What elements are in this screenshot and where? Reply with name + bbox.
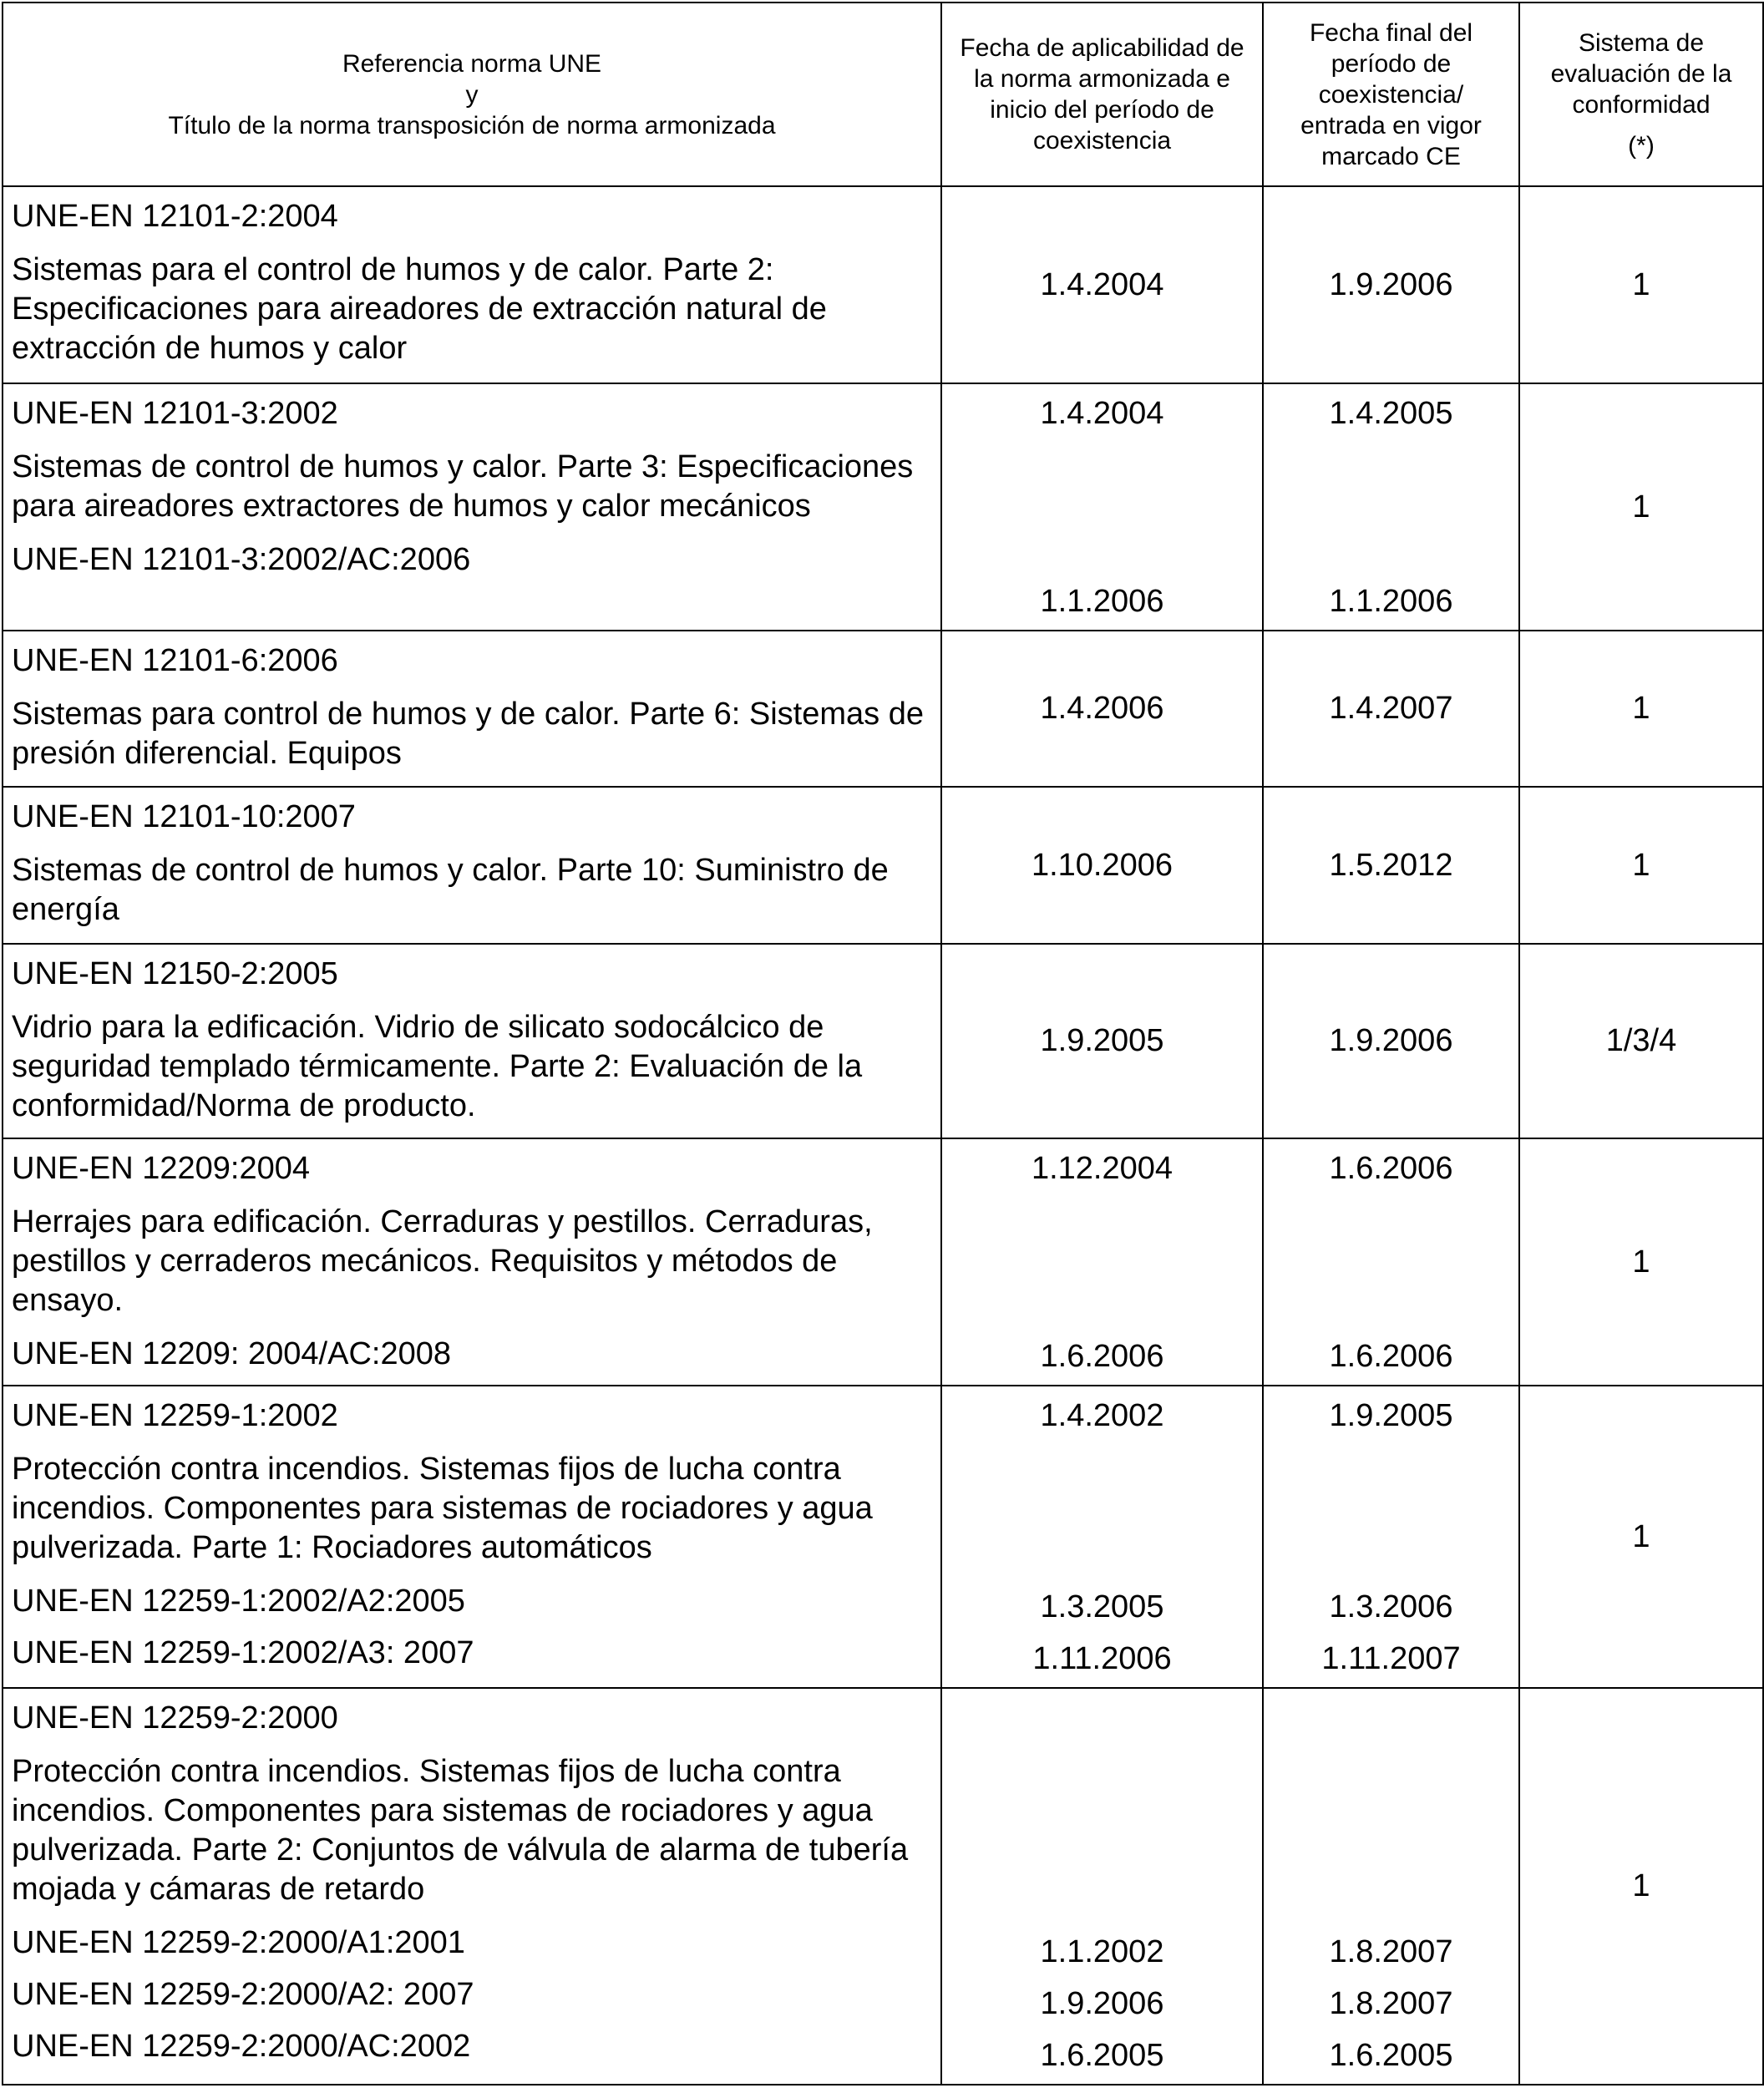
conformity-system: 1 (1519, 1138, 1763, 1386)
table-row (3, 383, 1763, 631)
table-header-row (3, 3, 1763, 186)
conformity-system: 1 (1519, 631, 1763, 787)
conformity-system: 1 (1519, 186, 1763, 383)
coexistence-end-date: 1.8.2007 1.8.2007 1.6.2005 (1263, 1688, 1519, 2085)
conformity-system: 1/3/4 (1519, 944, 1763, 1138)
standard-cell: UNE-EN 12101-2:2004 Sistemas para el control de humos y de calor. Parte 2: Especificaciones para aireadores de extracción natural de extracción de humos y calor (3, 186, 941, 383)
table-row (3, 1386, 1763, 1688)
conformity-system: 1 (1519, 383, 1763, 631)
header-conformity-system: Sistema de evaluación de la conformidad (*) (1519, 3, 1763, 186)
applicability-date: 1.1.2002 1.9.2006 1.6.2005 (941, 1688, 1263, 2085)
table-row (3, 944, 1763, 1138)
standard-cell: UNE-EN 12150-2:2005 Vidrio para la edificación. Vidrio de silicato sodocálcico de seguridad templado térmicamente. Parte 2: Evaluación de la conformidad/Norma de producto. (3, 944, 941, 1138)
standards-table (2, 2, 1764, 2085)
coexistence-end-date: 1.4.2007 (1263, 631, 1519, 787)
standard-cell: UNE-EN 12209:2004 Herrajes para edificación. Cerraduras y pestillos. Cerraduras, pestillos y cerraderos mecánicos. Requisitos y métodos de ensayo. UNE-EN 12209: 2004/AC:2008 (3, 1138, 941, 1386)
header-applicability-date: Fecha de aplicabilidad de la norma armonizada e inicio del período de coexistencia (941, 3, 1263, 186)
conformity-system: 1 (1519, 1386, 1763, 1688)
coexistence-end-date: 1.9.2006 (1263, 944, 1519, 1138)
standard-cell: UNE-EN 12101-6:2006 Sistemas para control de humos y de calor. Parte 6: Sistemas de presión diferencial. Equipos (3, 631, 941, 787)
applicability-date: 1.4.2004 1.1.2006 (941, 383, 1263, 631)
conformity-system: 1 (1519, 787, 1763, 944)
standard-cell: UNE-EN 12259-1:2002 Protección contra incendios. Sistemas fijos de lucha contra incendios. Componentes para sistemas de rociadores y agua pulverizada. Parte 1: Rociadores automáticos UNE-EN 12259-1:2002/A2:2005 UNE-EN 12259-1:2002/A3: 2007 (3, 1386, 941, 1688)
table-row (3, 186, 1763, 383)
coexistence-end-date: 1.9.2005 1.3.2006 1.11.2007 (1263, 1386, 1519, 1688)
coexistence-end-date: 1.4.2005 1.1.2006 (1263, 383, 1519, 631)
applicability-date: 1.4.2006 (941, 631, 1263, 787)
table-row (3, 787, 1763, 944)
table-row (3, 1688, 1763, 2085)
conformity-system: 1 (1519, 1688, 1763, 2085)
standard-cell: UNE-EN 12101-3:2002 Sistemas de control de humos y calor. Parte 3: Especificaciones para aireadores extractores de humos y calor mecánicos UNE-EN 12101-3:2002/AC:2006 (3, 383, 941, 631)
coexistence-end-date: 1.5.2012 (1263, 787, 1519, 944)
header-coexistence-end-date: Fecha final del período de coexistencia/ entrada en vigor marcado CE (1263, 3, 1519, 186)
applicability-date: 1.4.2002 1.3.2005 1.11.2006 (941, 1386, 1263, 1688)
applicability-date: 1.12.2004 1.6.2006 (941, 1138, 1263, 1386)
applicability-date: 1.9.2005 (941, 944, 1263, 1138)
applicability-date: 1.4.2004 (941, 186, 1263, 383)
table-row (3, 1138, 1763, 1386)
applicability-date: 1.10.2006 (941, 787, 1263, 944)
table-row (3, 631, 1763, 787)
header-reference-title: Referencia norma UNE y Título de la norma transposición de norma armonizada (3, 3, 941, 186)
coexistence-end-date: 1.6.2006 1.6.2006 (1263, 1138, 1519, 1386)
coexistence-end-date: 1.9.2006 (1263, 186, 1519, 383)
standard-cell: UNE-EN 12101-10:2007 Sistemas de control de humos y calor. Parte 10: Suministro de energía (3, 787, 941, 944)
standard-cell: UNE-EN 12259-2:2000 Protección contra incendios. Sistemas fijos de lucha contra incendios. Componentes para sistemas de rociadores y agua pulverizada. Parte 2: Conjuntos de válvula de alarma de tubería mojada y cámaras de retardo UNE-EN 12259-2:2000/A1:2001 UNE-EN 12259-2:2000/A2: 2007 UNE-EN 12259-2:2000/AC:2002 (3, 1688, 941, 2085)
